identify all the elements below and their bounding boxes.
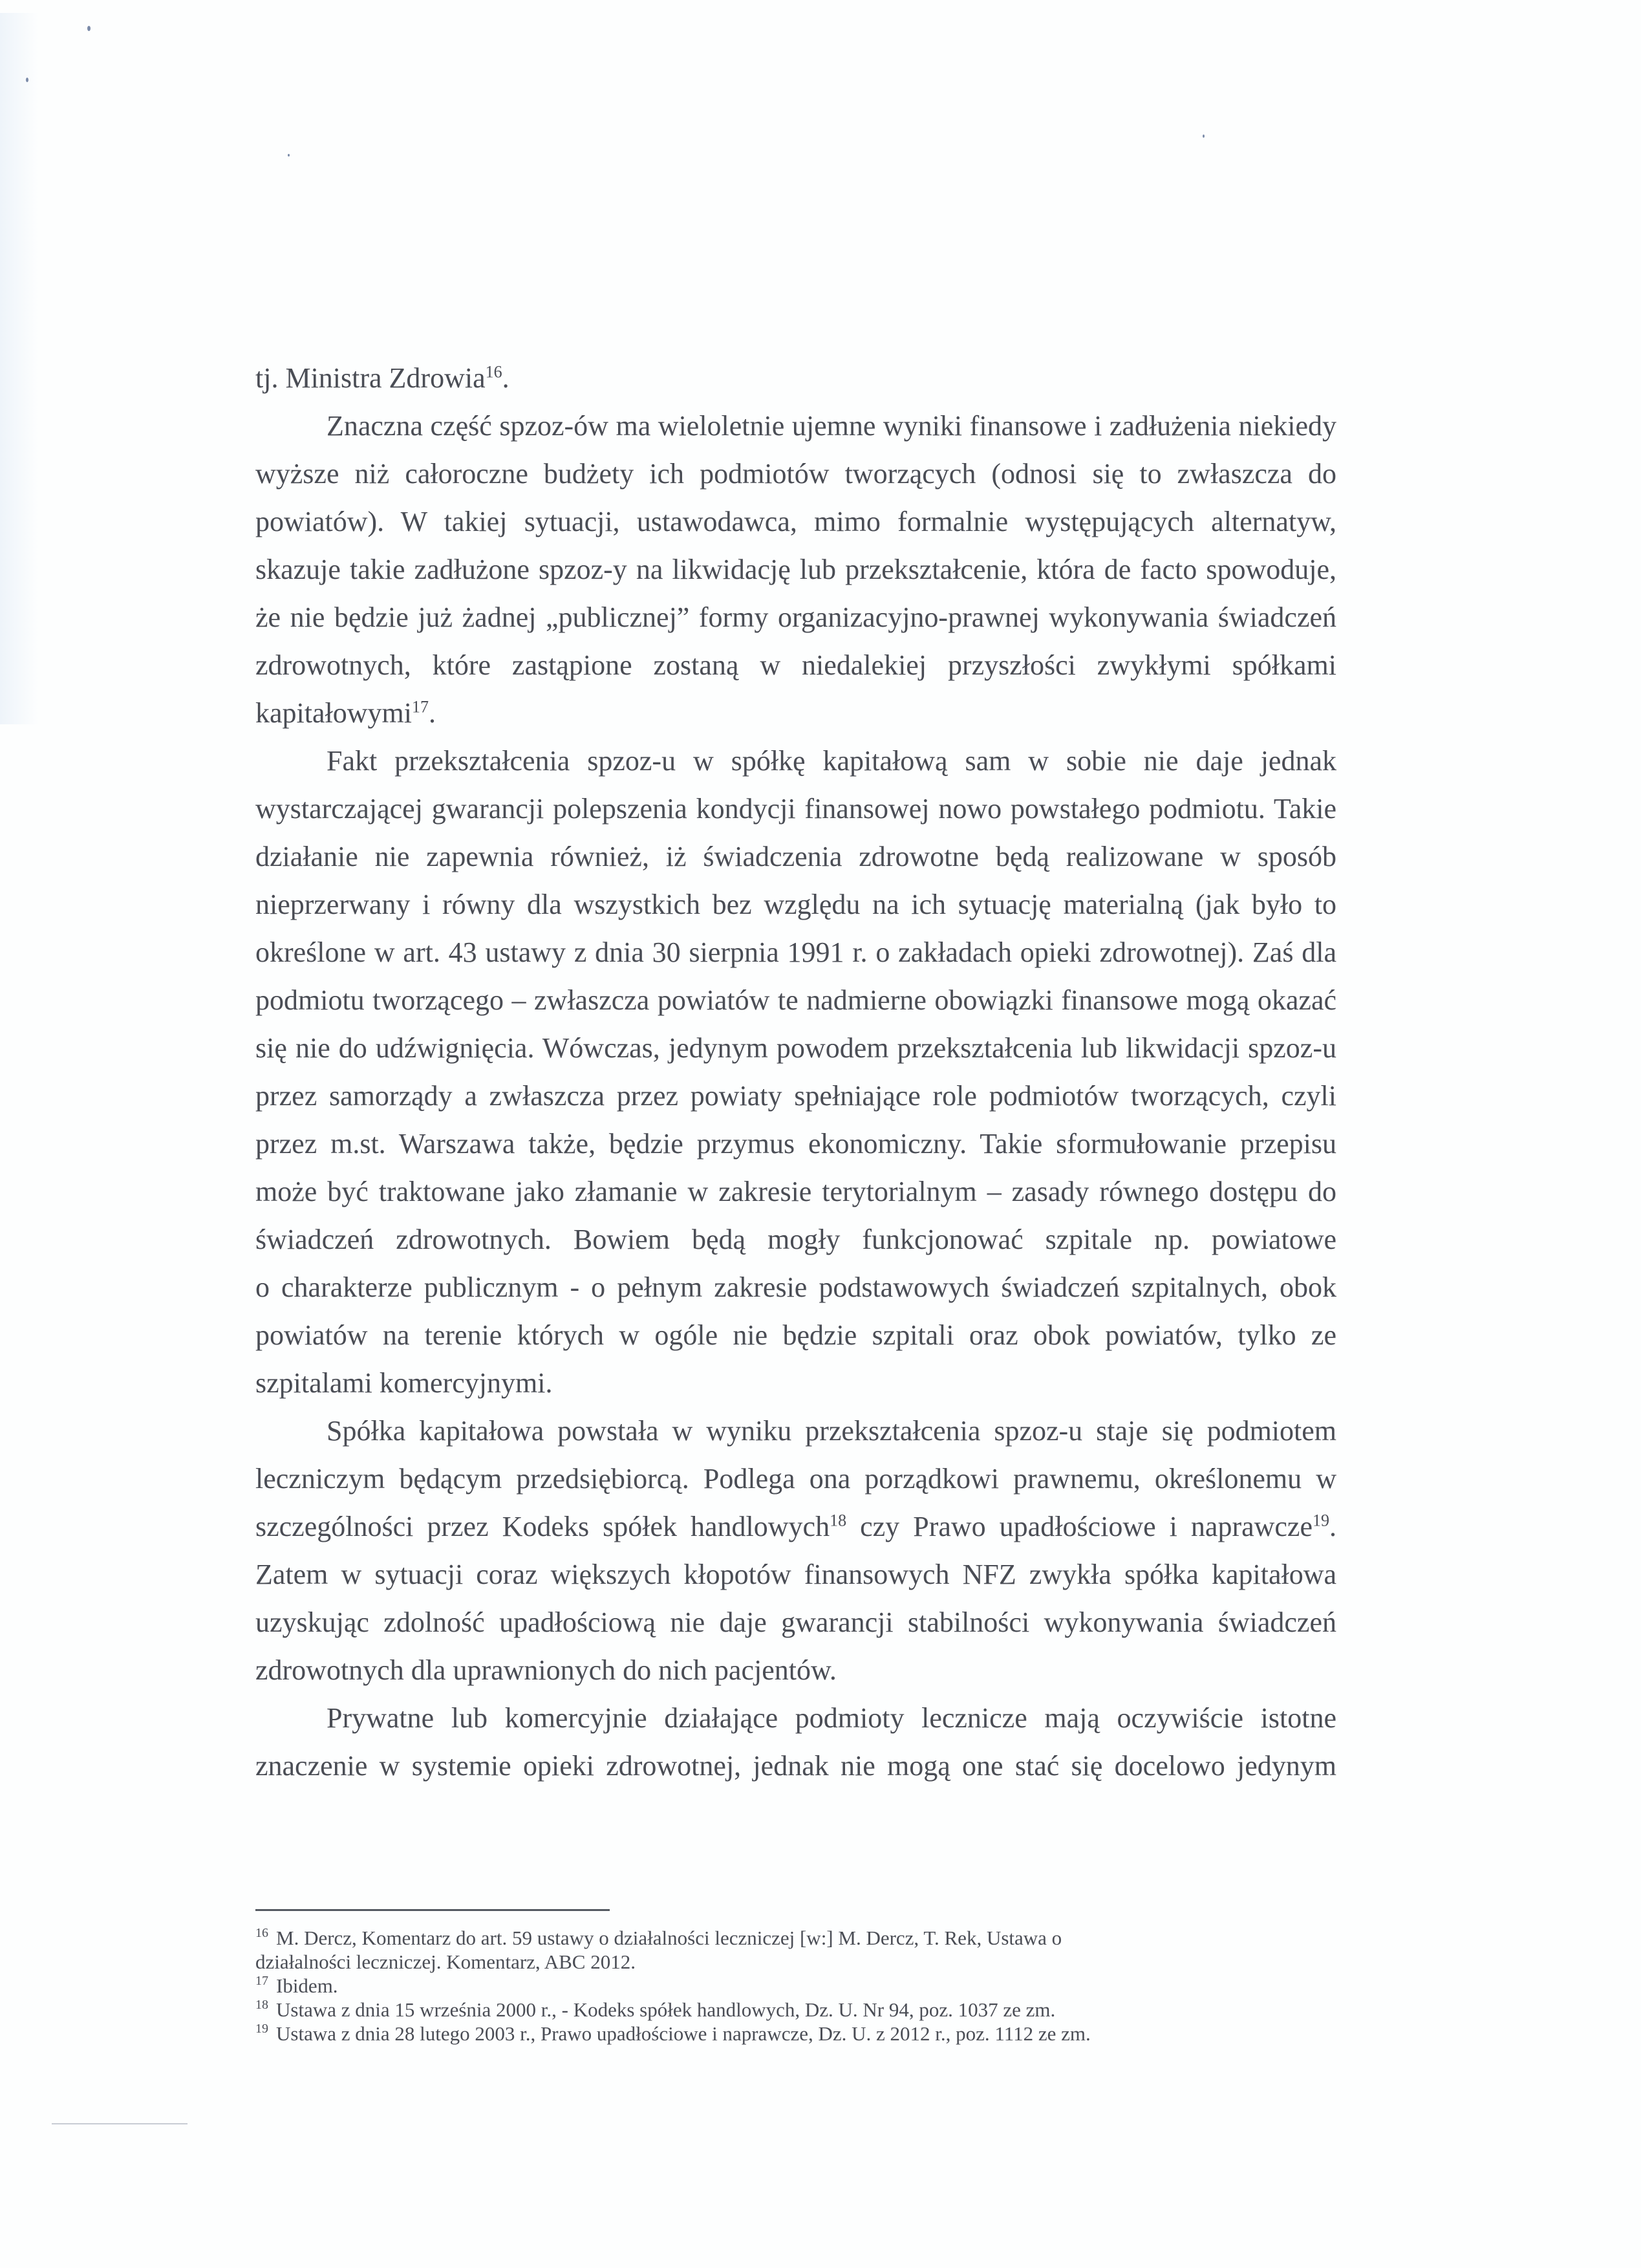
footnote-number: 18 — [255, 1998, 268, 2012]
text-line — [255, 498, 1336, 546]
text-line — [255, 881, 1336, 929]
footnote-text: Ustawa z dnia 15 września 2000 r., - Kodeks spółek handlowych, Dz. U. Nr 94, poz. 1037 ze zm. — [276, 1998, 1056, 2021]
line-text: powiatów na terenie których w ogóle nie będzie szpitali oraz obok powiatów, tylko ze — [255, 1319, 1336, 1351]
line-text: uzyskując zdolność upadłościową nie daje gwarancji stabilności wykonywania świadczeń — [255, 1606, 1336, 1638]
text-line — [255, 689, 1336, 737]
line-text: się nie do udźwignięcia. Wówczas, jedynym powodem przekształcenia lub likwidacji spzoz-u — [255, 1032, 1336, 1064]
line-text: kapitałowymi — [255, 697, 412, 729]
body-text — [255, 354, 1336, 1790]
line-text: działanie nie zapewnia również, iż świadczenia zdrowotne będą realizowane w sposób — [255, 841, 1336, 872]
text-line — [255, 1503, 1336, 1551]
text-line — [255, 977, 1336, 1024]
line-text: Znaczna część spzoz-ów ma wieloletnie ujemne wyniki finansowe i zadłużenia niekiedy — [327, 410, 1336, 442]
footnote-text: M. Dercz, Komentarz do art. 59 ustawy o działalności leczniczej [w:] M. Dercz, T. Rek, Ustawa o — [276, 1927, 1062, 1949]
line-text: znaczenie w systemie opieki zdrowotnej, jednak nie mogą one stać się docelowo jedynym — [255, 1750, 1336, 1782]
text-line — [255, 402, 1336, 450]
line-text: przez samorządy a zwłaszcza przez powiaty spełniające role podmiotów tworzących, czyli — [255, 1080, 1336, 1112]
text-line — [255, 1407, 1336, 1455]
scan-artifact-line — [52, 2123, 188, 2124]
text-line — [255, 833, 1336, 881]
line-text: o charakterze publicznym - o pełnym zakresie podstawowych świadczeń szpitalnych, obok — [255, 1271, 1336, 1303]
line-text: szpitalami komercyjnymi. — [255, 1367, 553, 1399]
line-text: zdrowotnych dla uprawnionych do nich pacjentów. — [255, 1654, 837, 1686]
footnote — [255, 2022, 1264, 2046]
text-line — [255, 1359, 1336, 1407]
line-text: przez m.st. Warszawa także, będzie przymus ekonomiczny. Takie sformułowanie przepisu — [255, 1128, 1336, 1160]
scan-speck — [26, 78, 28, 82]
text-line — [255, 1120, 1336, 1168]
footnote — [255, 1974, 1264, 1998]
line-text-tail: czy Prawo upadłościowe i naprawcze — [846, 1511, 1313, 1542]
scan-edge-shadow — [0, 13, 39, 724]
text-line — [255, 1694, 1336, 1742]
footnote-text: Ibidem. — [276, 1974, 338, 1997]
line-text: Zatem w sytuacji coraz większych kłopotów finansowych NFZ zwykła spółka kapitałowa — [255, 1559, 1336, 1590]
line-text: może być traktowane jako złamanie w zakresie terytorialnym – zasady równego dostępu do — [255, 1176, 1336, 1207]
line-text: świadczeń zdrowotnych. Bowiem będą mogły funkcjonować szpitale np. powiatowe — [255, 1224, 1336, 1255]
line-text: wystarczającej gwarancji polepszenia kondycji finansowej nowo powstałego podmiotu. Takie — [255, 793, 1336, 825]
text-line — [255, 1455, 1336, 1503]
footnote-ref[interactable]: 19 — [1313, 1511, 1329, 1530]
text-line — [255, 1168, 1336, 1216]
text-line — [255, 785, 1336, 833]
text-line — [255, 1551, 1336, 1599]
footnote-separator — [255, 1909, 610, 1911]
scan-speck — [1203, 135, 1205, 138]
text-line — [255, 1024, 1336, 1072]
line-text: zdrowotnych, które zastąpione zostaną w niedalekiej przyszłości zwykłymi spółkami — [255, 649, 1336, 681]
footnote — [255, 1998, 1264, 2022]
line-text: że nie będzie już żadnej „publicznej” formy organizacyjno-prawnej wykonywania świadczeń — [255, 601, 1336, 633]
footnote-ref[interactable]: 18 — [830, 1511, 847, 1530]
line-text: określone w art. 43 ustawy z dnia 30 sierpnia 1991 r. o zakładach opieki zdrowotnej). Zaś dla — [255, 936, 1336, 968]
footnote-continuation: działalności leczniczej. Komentarz, ABC 2012. — [255, 1950, 636, 1973]
scan-speck — [288, 154, 290, 157]
line-text-tail: . — [428, 697, 436, 729]
footnotes — [255, 1926, 1264, 2046]
line-text-tail: . — [1329, 1511, 1336, 1542]
line-text-tail: . — [502, 362, 509, 394]
text-line — [255, 1312, 1336, 1359]
footnote — [255, 1926, 1264, 1950]
line-text: Spółka kapitałowa powstała w wyniku przekształcenia spzoz-u staje się podmiotem — [327, 1415, 1336, 1447]
footnote-ref[interactable]: 16 — [485, 362, 502, 382]
line-text: podmiotu tworzącego – zwłaszcza powiatów te nadmierne obowiązki finansowe mogą okazać — [255, 984, 1336, 1016]
text-line — [255, 1742, 1336, 1790]
line-text: wyższe niż całoroczne budżety ich podmiotów tworzących (odnosi się to zwłaszcza do — [255, 458, 1336, 490]
text-line — [255, 929, 1336, 977]
text-line — [255, 1216, 1336, 1264]
text-line — [255, 1647, 1336, 1694]
line-text: szczególności przez Kodeks spółek handlowych — [255, 1511, 830, 1542]
footnote-text: Ustawa z dnia 28 lutego 2003 r., Prawo upadłościowe i naprawcze, Dz. U. z 2012 r., poz. 1112 ze zm. — [276, 2022, 1091, 2045]
footnote-number: 16 — [255, 1926, 268, 1940]
text-line — [255, 594, 1336, 642]
footnote-number: 17 — [255, 1974, 268, 1988]
line-text: powiatów). W takiej sytuacji, ustawodawca, mimo formalnie występujących alternatyw, — [255, 506, 1336, 537]
text-line — [255, 737, 1336, 785]
line-text: tj. Ministra Zdrowia — [255, 362, 486, 394]
line-text: leczniczym będącym przedsiębiorcą. Podlega ona porządkowi prawnemu, określonemu w — [255, 1463, 1336, 1495]
text-line — [255, 1599, 1336, 1647]
text-line — [255, 642, 1336, 689]
text-line — [255, 450, 1336, 498]
text-line — [255, 354, 1336, 402]
line-text: nieprzerwany i równy dla wszystkich bez względu na ich sytuację materialną (jak było to — [255, 889, 1336, 920]
footnote-ref[interactable]: 17 — [411, 697, 429, 717]
footnote-number: 19 — [255, 2022, 268, 2036]
text-line — [255, 1264, 1336, 1312]
line-text: Fakt przekształcenia spzoz-u w spółkę kapitałową sam w sobie nie daje jednak — [327, 745, 1336, 777]
line-text: Prywatne lub komercyjnie działające podmioty lecznicze mają oczywiście istotne — [327, 1702, 1336, 1734]
text-line — [255, 546, 1336, 594]
text-line — [255, 1072, 1336, 1120]
scan-speck — [87, 26, 91, 31]
line-text: skazuje takie zadłużone spzoz-y na likwidację lub przekształcenie, która de facto spowoduje, — [255, 554, 1336, 585]
